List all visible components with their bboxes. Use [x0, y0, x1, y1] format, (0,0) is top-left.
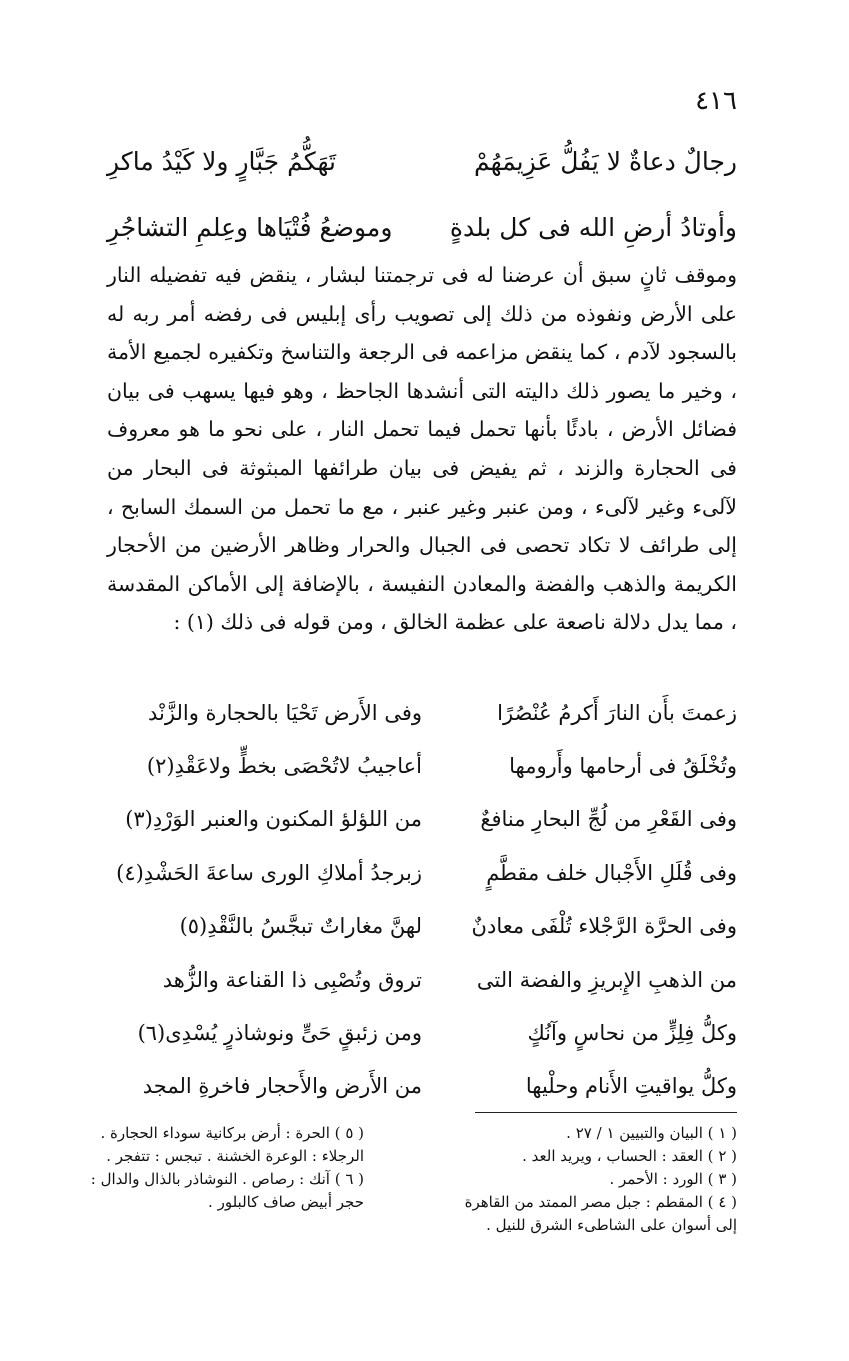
- poem-sadr: زعمتَ بأَن النارَ أَكرمُ عُنْصُرًا: [497, 700, 737, 725]
- footnote-line: ( ٥ ) الحرة : أرض بركانية سوداء الحجارة .: [100, 1124, 364, 1142]
- poem-verse: [107, 1006, 737, 1059]
- verse-hemistich-first: رجالٌ دعاةٌ لا يَفُلُّ عَزِيمَهُمْ: [474, 146, 737, 176]
- poem-ajuz: من اللؤلؤ المكنون والعنبر الوَرْدِ(٣): [125, 807, 422, 832]
- poem-sadr: وفى الحرَّة الرَّجْلاء تُلْفَى معادنٌ: [471, 914, 737, 939]
- verse-hemistich-second: تَهَكُّمُ جَبَّارٍ ولا كَيْدُ ماكرِ: [107, 146, 337, 176]
- poem-sadr: من الذهبِ الإِبريزِ والفضة التى: [476, 967, 737, 992]
- footnote-line: ( ٣ ) الورد : الأحمر .: [609, 1170, 737, 1188]
- poem-verse: [107, 953, 737, 1006]
- prose-body: [107, 256, 737, 642]
- poem-ajuz: وفى الأَرض تَحْيَا بالحجارة والزَّنْد: [148, 700, 422, 725]
- footnote-line: ( ٢ ) العقد : الحساب ، ويريد العد .: [522, 1147, 737, 1165]
- poem-sadr: وتُخْلَقُ فى أرحامها وأَرومها: [509, 754, 737, 779]
- poem-verse: [107, 739, 737, 792]
- poem-verse: [107, 686, 737, 739]
- footnotes-right-column: [417, 1122, 737, 1237]
- poem-sadr: وكلُّ يواقيتِ الأَنام وحلْيها: [525, 1074, 737, 1099]
- poem-ajuz: لهنَّ مغاراتٌ تبجَّسُ بالنَّقْدِ(٥): [179, 914, 422, 939]
- poem-sadr: وفى قُلَلِ الأَجْبال خلف مقطَّمٍ: [486, 860, 737, 885]
- poem-verse: [107, 793, 737, 846]
- poem-verse: [107, 846, 737, 899]
- poem-ajuz: ومن زئبقٍ حَىٍّ ونوشاذرٍ يُسْدِى(٦): [137, 1021, 422, 1046]
- footnote-line: حجر أبيض صاف كالبلور .: [208, 1193, 364, 1211]
- poem: [107, 686, 737, 1113]
- footnote-line: ( ١ ) البيان والتبيين ١ / ٢٧ .: [566, 1124, 737, 1142]
- poem-ajuz: زبرجدُ أملاكِ الورى ساعةَ الحَشْدِ(٤): [116, 860, 422, 885]
- verse-line: [107, 128, 737, 194]
- poem-ajuz: أعاجيبُ لاتُحْصَى بخطٍّ ولاعَقْدِ(٢): [146, 754, 422, 779]
- footnote-divider: [475, 1112, 737, 1113]
- poem-ajuz: تروق وتُصْبِى ذا القناعة والزُّهد: [162, 967, 422, 992]
- poem-sadr: وكلُّ فِلِزٍّ من نحاسٍ وآنُكٍ: [527, 1021, 737, 1046]
- poem-sadr: وفى القَعْرِ من لُجِّ البحارِ منافعٌ: [480, 807, 737, 832]
- page-number: ٤١٦: [695, 86, 737, 116]
- verse-line: [107, 194, 737, 260]
- verse-hemistich-first: وأوتادُ أرضِ الله فى كل بلدةٍ: [449, 212, 737, 242]
- footnote-line: الرجلاء : الوعرة الخشنة . تبجس : تتفجر .: [106, 1147, 364, 1165]
- prose-paragraph: وموقف ثانٍ سبق أن عرضنا له فى ترجمتنا لبشار ، ينقض فيه تفضيله النار على الأرض ونفوذه من ذلك إلى تصويب رأى إبليس فى رفضه أمر ربه له بالسجود لآدم ، كما ينقض مزاعمه فى الرجعة والتناسخ وتكفيره لجميع الأمة ، وخير ما يصور ذلك داليته التى أنشدها الجاحظ ، وهو فيها يسهب فى بيان فضائل الأرض ، بادئًا بأنها تحمل فيما تحمل النار ، على نحو ما هو معروف فى الحجارة والزند ، ثم يفيض فى بيان طرائفها المبثوثة فى البحار من لآلىء وغير لآلىء ، ومن عنبر وغير عنبر ، مع ما تحمل من السمك السابح ، إلى طرائف لا تكاد تحصى فى الجبال والحرار وظاهر الأرضين من الأحجار الكريمة والذهب والفضة والمعادن النفيسة ، بالإضافة إلى الأماكن المقدسة ، مما يدل دلالة ناصعة على عظمة الخالق ، ومن قوله فى ذلك (١) :: [107, 263, 737, 635]
- verse-hemistich-second: وموضعُ فُتْيَاها وعِلمِ التشاجُرِ: [107, 212, 393, 242]
- footnote-line: ( ٤ ) المقطم : جبل مصر الممتد من القاهرة: [464, 1193, 737, 1211]
- poem-verse: [107, 900, 737, 953]
- footnotes-left-column: [14, 1122, 364, 1214]
- footnote-line: إلى أسوان على الشاطىء الشرق للنيل .: [486, 1216, 737, 1234]
- poem-verse: [107, 1060, 737, 1113]
- intro-verses: [107, 128, 737, 260]
- poem-ajuz: من الأَرض والأَحجار فاخرةِ المجد: [142, 1074, 422, 1099]
- footnote-line: ( ٦ ) آنك : رصاص . النوشاذر بالذال والدال :: [90, 1170, 364, 1188]
